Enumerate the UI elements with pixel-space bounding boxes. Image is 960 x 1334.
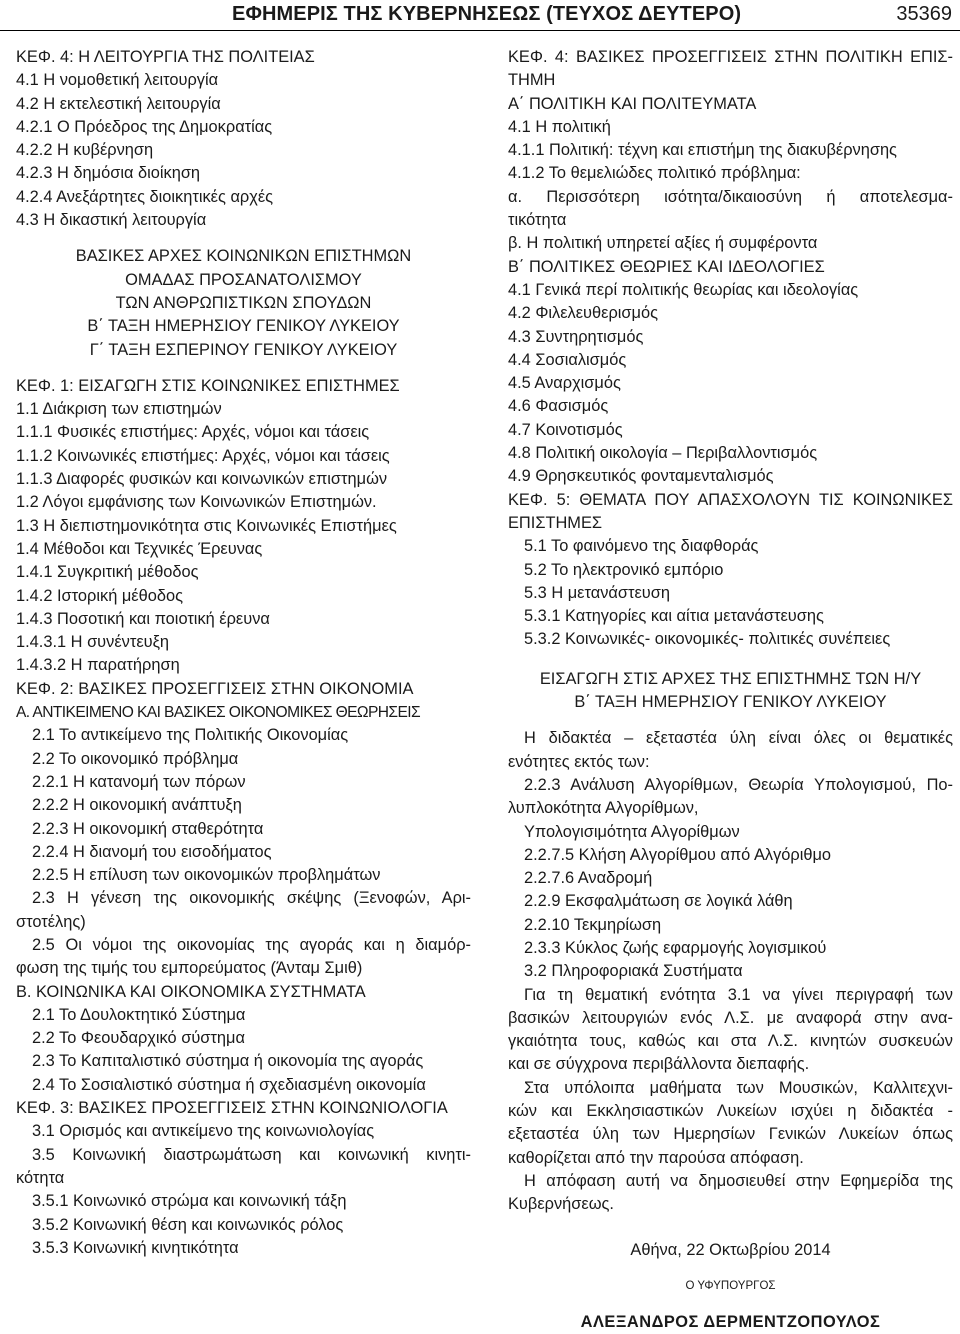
section-heading: Α. ΑΝΤΙΚΕΙΜΕΝΟ ΚΑΙ ΒΑΣΙΚΕΣ ΟΙΚΟΝΟΜΙΚΕΣ ΘΕΩΡΗΣΕΙΣ	[16, 704, 421, 722]
chapter-heading-continuation: ΕΠΙΣΤΗΜΕΣ	[508, 513, 603, 532]
list-item: 1.1.3 Διαφορές φυσικών και κοινωνικών επιστημών	[16, 470, 388, 489]
list-item: 4.2.3 Η δημόσια διοίκηση	[16, 164, 201, 183]
list-item: 2.2 Το Φεουδαρχικό σύστημα	[32, 1029, 245, 1048]
left-column	[16, 46, 471, 1260]
list-item: 4.1 Η πολιτική	[508, 117, 611, 136]
list-item: 3.5 Κοινωνική διαστρωμάτωση και κοινωνική κινητι-	[32, 1145, 471, 1164]
header-rule	[0, 30, 960, 31]
gazette-title: ΕΦΗΜΕΡΙΣ ΤΗΣ ΚΥΒΕΡΝΗΣΕΩΣ (ΤΕΥΧΟΣ ΔΕΥΤΕΡΟ)	[232, 3, 742, 25]
chapter-heading: ΚΕΦ. 1: ΕΙΣΑΓΩΓΗ ΣΤΙΣ ΚΟΙΝΩΝΙΚΕΣ ΕΠΙΣΤΗΜΕΣ	[16, 376, 400, 395]
list-item: 1.4.2 Ιστορική μέθοδος	[16, 586, 183, 605]
list-item: 2.2.3 Ανάλυση Αλγορίθμων, Θεωρία Υπολογισμού, Πο-	[524, 775, 953, 794]
course-heading: Β΄ ΤΑΞΗ ΗΜΕΡΗΣΙΟΥ ΓΕΝΙΚΟΥ ΛΥΚΕΙΟΥ	[574, 693, 887, 712]
list-item: β. Η πολιτική υπηρετεί αξίες ή συμφέροντα	[508, 234, 818, 253]
list-item: 1.4.3.1 Η συνέντευξη	[16, 633, 170, 652]
section-heading: Β. ΚΟΙΝΩΝΙΚΑ ΚΑΙ ΟΙΚΟΝΟΜΙΚΑ ΣΥΣΤΗΜΑΤΑ	[16, 982, 366, 1001]
course-heading: Β΄ ΤΑΞΗ ΗΜΕΡΗΣΙΟΥ ΓΕΝΙΚΟΥ ΛΥΚΕΙΟΥ	[87, 317, 400, 336]
list-item: 4.6 Φασισμός	[508, 397, 609, 416]
list-item: 5.3.2 Κοινωνικές- οικονομικές- πολιτικές συνέπειες	[524, 630, 891, 649]
list-item: 4.1 Γενικά περί πολιτικής θεωρίας και ιδεολογίας	[508, 280, 859, 299]
list-item: 1.1.2 Κοινωνικές επιστήμες: Αρχές, νόμοι και τάσεις	[16, 446, 390, 465]
list-item: 2.2.1 Η κατανομή των πόρων	[32, 772, 246, 791]
list-item: 1.4.3.2 Η παρατήρηση	[16, 656, 180, 675]
list-item: 2.2.5 Η επίλυση των οικονομικών προβλημάτων	[32, 866, 381, 885]
list-item: 2.1 Το Δουλοκτητικό Σύστημα	[32, 1005, 246, 1024]
date-line: Αθήνα, 22 Οκτωβρίου 2014	[630, 1240, 831, 1259]
list-item-continuation: στοτέλης)	[16, 912, 86, 931]
spacer	[16, 362, 471, 375]
signatory-name: ΑΛΕΞΑΝΔΡΟΣ ΔΕΡΜΕΝΤΖΟΠΟΥΛΟΣ	[580, 1313, 881, 1332]
chapter-heading: ΚΕΦ. 2: ΒΑΣΙΚΕΣ ΠΡΟΣΕΓΓΙΣΕΙΣ ΣΤΗΝ ΟΙΚΟΝΟΜΙΑ	[16, 679, 414, 698]
list-item: 2.5 Οι νόμοι της οικονομίας της αγοράς και η διαμόρ-	[32, 935, 471, 954]
paragraph-line: Κυβερνήσεως.	[508, 1195, 614, 1214]
list-item: 3.5.1 Κοινωνικό στρώμα και κοινωνική τάξη	[32, 1192, 347, 1211]
chapter-heading: ΚΕΦ. 5: ΘΕΜΑΤΑ ΠΟΥ ΑΠΑΣΧΟΛΟΥΝ ΤΙΣ ΚΟΙΝΩΝΙΚΕΣ	[508, 490, 953, 509]
paragraph-line: καθορίζεται από την παρούσα απόφαση.	[508, 1148, 804, 1167]
list-item: 4.9 Θρησκευτικός φονταμενταλισμός	[508, 467, 774, 486]
list-item: 5.1 Το φαινόμενο της διαφθοράς	[524, 537, 759, 556]
list-item: 2.3.3 Κύκλος ζωής εφαρμογής λογισμικού	[524, 938, 827, 957]
list-item-continuation: λυπλοκότητα Αλγορίθμων,	[508, 799, 699, 818]
list-item-continuation: φωση της τιμής του εμπορεύματος (Άνταμ Σμιθ)	[16, 959, 363, 978]
list-item: 2.3 Το Καπιταλιστικό σύστημα ή οικονομία της αγοράς	[32, 1052, 424, 1071]
list-item: 2.4 Το Σοσιαλιστικό σύστημα ή σχεδιασμένη οικονομία	[32, 1075, 426, 1094]
list-item: 1.2 Λόγοι εμφάνισης των Κοινωνικών Επιστημών.	[16, 493, 377, 512]
paragraph-line: Για τη θεματική ενότητα 3.1 να γίνει περιγραφή των	[524, 985, 953, 1004]
list-item: 2.2.7.5 Κλήση Αλγορίθμου από Αλγόριθμο	[524, 845, 832, 864]
chapter-heading: ΚΕΦ. 3: ΒΑΣΙΚΕΣ ΠΡΟΣΕΓΓΙΣΕΙΣ ΣΤΗΝ ΚΟΙΝΩΝΙΟΛΟΓΙΑ	[16, 1099, 448, 1118]
list-item: 3.5.3 Κοινωνική κινητικότητα	[32, 1238, 239, 1257]
list-item: 2.3 Η γένεση της οικονομικής σκέψης (Ξενοφών, Αρι-	[32, 889, 471, 908]
list-item: 1.1.1 Φυσικές επιστήμες: Αρχές, νόμοι και τάσεις	[16, 423, 370, 442]
list-item: 4.2.4 Ανεξάρτητες διοικητικές αρχές	[16, 187, 274, 206]
list-item-continuation: Υπολογισιμότητα Αλγορίθμων	[524, 822, 740, 841]
list-item: 2.2.2 Η οικονομική ανάπτυξη	[32, 796, 242, 815]
list-item: 4.3 Η δικαστική λειτουργία	[16, 211, 207, 230]
list-item: 4.2 Η εκτελεστική λειτουργία	[16, 94, 221, 113]
right-column	[508, 46, 953, 1334]
list-item: 4.5 Αναρχισμός	[508, 374, 621, 393]
list-item: 5.3 Η μετανάστευση	[524, 583, 670, 602]
course-heading: ΒΑΣΙΚΕΣ ΑΡΧΕΣ ΚΟΙΝΩΝΙΚΩΝ ΕΠΙΣΤΗΜΩΝ	[75, 247, 412, 266]
list-item-continuation: κότητα	[16, 1168, 65, 1187]
list-item: 3.1 Ορισμός και αντικείμενο της κοινωνιολογίας	[32, 1122, 375, 1141]
spacer	[508, 1217, 953, 1239]
paragraph-line: εξεταστέα ύλη των Ημερησίων Γενικών Λυκείων όπως	[508, 1125, 953, 1144]
list-item: 2.2.4 Η διανομή του εισοδήματος	[32, 842, 272, 861]
list-item: 2.2.7.6 Αναδρομή	[524, 869, 653, 888]
list-item: 4.4 Σοσιαλισμός	[508, 350, 627, 369]
list-item: 2.2.3 Η οικονομική σταθερότητα	[32, 819, 264, 838]
section-heading: Α΄ ΠΟΛΙΤΙΚΗ ΚΑΙ ΠΟΛΙΤΕΥΜΑΤΑ	[508, 94, 757, 113]
paragraph-line: βασικών λειτουργιών ενός Λ.Σ. με αναφορά στην ανα-	[508, 1008, 953, 1027]
list-item: 4.1.2 Το θεμελιώδες πολιτικό πρόβλημα:	[508, 164, 801, 183]
list-item: 2.2 Το οικονομικό πρόβλημα	[32, 749, 239, 768]
section-heading: Β΄ ΠΟΛΙΤΙΚΕΣ ΘΕΩΡΙΕΣ ΚΑΙ ΙΔΕΟΛΟΓΙΕΣ	[508, 257, 825, 276]
list-item-continuation: τικότητα	[508, 211, 567, 230]
list-item: 2.2.9 Εκσφαλμάτωση σε λογικά λάθη	[524, 892, 793, 911]
spacer	[508, 1262, 953, 1275]
list-item: 4.1.1 Πολιτική: τέχνη και επιστήμη της διακυβέρνησης	[508, 141, 897, 160]
list-item: α. Περισσότερη ισότητα/δικαιοσύνη ή αποτελεσμα-	[508, 187, 953, 206]
list-item: 4.7 Κοινοτισμός	[508, 420, 623, 439]
paragraph-line: Η απόφαση αυτή να δημοσιευθεί στην Εφημερίδα της	[524, 1171, 953, 1190]
chapter-heading-continuation: ΤΗΜΗ	[508, 71, 556, 90]
list-item: 2.2.10 Τεκμηρίωση	[524, 915, 662, 934]
list-item: 1.1 Διάκριση των επιστημών	[16, 400, 222, 419]
course-heading: Γ΄ ΤΑΞΗ ΕΣΠΕΡΙΝΟΥ ΓΕΝΙΚΟΥ ΛΥΚΕΙΟΥ	[89, 340, 398, 359]
list-item: 5.3.1 Κατηγορίες και αίτια μετανάστευσης	[524, 607, 824, 626]
paragraph-line: Στα υπόλοιπα μαθήματα των Μουσικών, Καλλιτεχνι-	[524, 1078, 953, 1097]
list-item: 4.2.2 Η κυβέρνηση	[16, 141, 154, 160]
list-item: 4.8 Πολιτική οικολογία – Περιβαλλοντισμός	[508, 444, 818, 463]
paragraph-line: Η διδακτέα – εξεταστέα ύλη είναι όλες οι θεματικές	[524, 729, 953, 748]
paragraph-line: γκαιότητα τους, καθώς και στα Λ.Σ. κινητών συσκευών	[508, 1032, 953, 1051]
course-heading: ΟΜΑΔΑΣ ΠΡΟΣΑΝΑΤΟΛΙΣΜΟΥ	[125, 270, 362, 289]
list-item: 1.4.3 Ποσοτική και ποιοτική έρευνα	[16, 609, 270, 628]
spacer	[508, 652, 953, 668]
list-item: 3.2 Πληροφοριακά Συστήματα	[524, 962, 743, 981]
list-item: 4.2 Φιλελευθερισμός	[508, 304, 658, 323]
course-heading: ΕΙΣΑΓΩΓΗ ΣΤΙΣ ΑΡΧΕΣ ΤΗΣ ΕΠΙΣΤΗΜΗΣ ΤΩΝ Η/Υ	[539, 669, 922, 688]
list-item: 4.3 Συντηρητισμός	[508, 327, 644, 346]
list-item: 2.1 Το αντικείμενο της Πολιτικής Οικονομίας	[32, 726, 349, 745]
list-item: 4.2.1 Ο Πρόεδρος της Δημοκρατίας	[16, 117, 273, 136]
signatory-title: Ο ΥΦΥΠΟΥΡΓΟΣ	[685, 1279, 776, 1292]
list-item: 1.4 Μέθοδοι και Τεχνικές Έρευνας	[16, 539, 263, 558]
page-header	[0, 0, 960, 30]
paragraph-line: και σε σύγχρονα περιβάλλοντα διεπαφής.	[508, 1055, 810, 1074]
course-heading: ΤΩΝ ΑΝΘΡΩΠΙΣΤΙΚΩΝ ΣΠΟΥΔΩΝ	[115, 293, 372, 312]
list-item: 4.1 Η νομοθετική λειτουργία	[16, 71, 219, 90]
paragraph-line: κών και Εκκλησιαστικών Λυκείων ισχύει η διδακτέα -	[508, 1102, 953, 1121]
list-item: 1.4.1 Συγκριτική μέθοδος	[16, 563, 199, 582]
page-number: 35369	[896, 3, 952, 25]
spacer	[16, 232, 471, 245]
paragraph-line: ενότητες εκτός των:	[508, 752, 650, 771]
spacer	[508, 714, 953, 727]
list-item: 1.3 Η διεπιστημονικότητα στις Κοινωνικές Επιστήμες	[16, 516, 397, 535]
chapter-heading: ΚΕΦ. 4: ΒΑΣΙΚΕΣ ΠΡΟΣΕΓΓΙΣΕΙΣ ΣΤΗΝ ΠΟΛΙΤΙΚΗ ΕΠΙΣ-	[508, 48, 953, 66]
list-item: 3.5.2 Κοινωνική θέση και κοινωνικός ρόλος	[32, 1215, 344, 1234]
chapter-heading: ΚΕΦ. 4: Η ΛΕΙΤΟΥΡΓΙΑ ΤΗΣ ΠΟΛΙΤΕΙΑΣ	[16, 48, 315, 66]
list-item: 5.2 Το ηλεκτρονικό εμπόριο	[524, 560, 724, 579]
spacer	[508, 1298, 953, 1311]
